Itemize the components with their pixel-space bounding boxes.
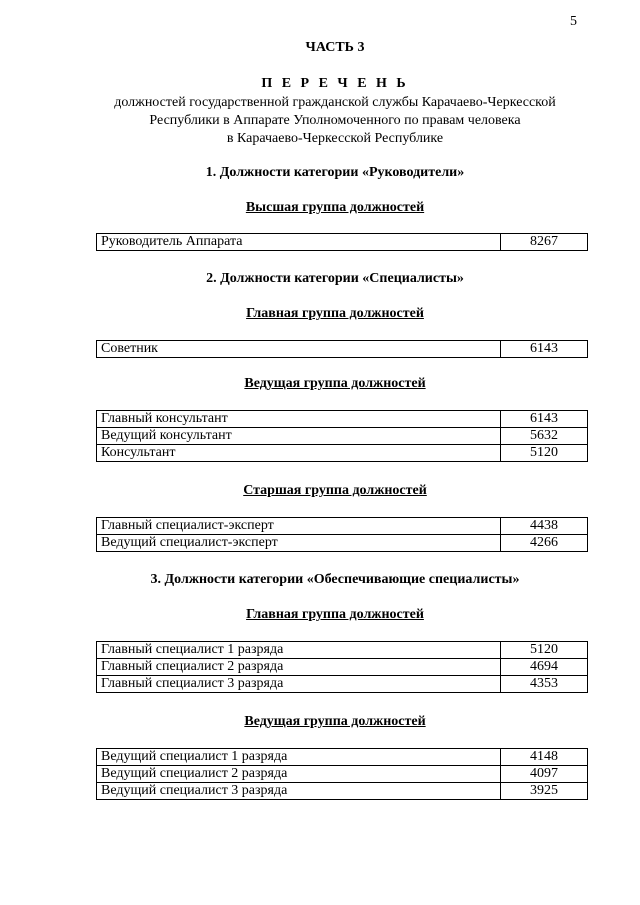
position-value: 4266 <box>501 535 588 552</box>
position-name: Главный специалист-эксперт <box>97 518 501 535</box>
table-row <box>97 341 588 358</box>
group-heading: Главная группа должностей <box>246 607 424 622</box>
table-row <box>97 518 588 535</box>
position-name: Ведущий специалист 2 разряда <box>97 766 501 783</box>
category-heading: 3. Должности категории «Обеспечивающие специалисты» <box>150 572 520 587</box>
document-title: П Е Р Е Ч Е Н Ь <box>261 76 409 91</box>
table-row <box>97 445 588 462</box>
table-row <box>97 676 588 693</box>
group-heading: Ведущая группа должностей <box>244 376 426 391</box>
part-label: ЧАСТЬ 3 <box>305 40 365 55</box>
table-row <box>97 659 588 676</box>
table-row <box>97 428 588 445</box>
position-name: Ведущий специалист 1 разряда <box>97 749 501 766</box>
position-value: 4438 <box>501 518 588 535</box>
group-heading: Старшая группа должностей <box>243 483 427 498</box>
position-table <box>96 748 588 800</box>
document-subtitle <box>0 94 640 148</box>
table-row <box>97 535 588 552</box>
group-heading: Высшая группа должностей <box>245 200 425 215</box>
table-row <box>97 766 588 783</box>
position-table <box>96 233 588 251</box>
position-name: Главный специалист 1 разряда <box>97 642 501 659</box>
table-row <box>97 749 588 766</box>
position-name: Главный специалист 2 разряда <box>97 659 501 676</box>
position-name: Главный консультант <box>97 411 501 428</box>
position-value: 4353 <box>501 676 588 693</box>
position-name: Ведущий консультант <box>97 428 501 445</box>
position-table <box>96 340 588 358</box>
position-table <box>96 641 588 693</box>
page-number: 5 <box>570 14 577 29</box>
position-value: 6143 <box>501 411 588 428</box>
position-value: 8267 <box>501 234 588 251</box>
position-name: Руководитель Аппарата <box>97 234 501 251</box>
position-value: 4148 <box>501 749 588 766</box>
group-heading: Ведущая группа должностей <box>244 714 426 729</box>
category-heading: 1. Должности категории «Руководители» <box>205 165 465 180</box>
position-value: 5120 <box>501 445 588 462</box>
position-value: 3925 <box>501 783 588 800</box>
table-row <box>97 783 588 800</box>
position-name: Консультант <box>97 445 501 462</box>
position-name: Ведущий специалист 3 разряда <box>97 783 501 800</box>
position-table <box>96 410 588 462</box>
table-row <box>97 411 588 428</box>
position-value: 6143 <box>501 341 588 358</box>
table-row <box>97 642 588 659</box>
position-value: 4694 <box>501 659 588 676</box>
position-value: 4097 <box>501 766 588 783</box>
position-value: 5120 <box>501 642 588 659</box>
group-heading: Главная группа должностей <box>246 306 424 321</box>
position-value: 5632 <box>501 428 588 445</box>
position-name: Главный специалист 3 разряда <box>97 676 501 693</box>
subtitle-line: в Карачаево-Черкесской Республике <box>226 131 444 146</box>
position-name: Советник <box>97 341 501 358</box>
subtitle-line: должностей государственной гражданской службы Карачаево-Черкесской <box>114 95 556 110</box>
position-table <box>96 517 588 552</box>
table-row <box>97 234 588 251</box>
subtitle-line: Республики в Аппарате Уполномоченного по правам человека <box>149 113 521 128</box>
category-heading: 2. Должности категории «Специалисты» <box>206 271 464 286</box>
position-name: Ведущий специалист-эксперт <box>97 535 501 552</box>
